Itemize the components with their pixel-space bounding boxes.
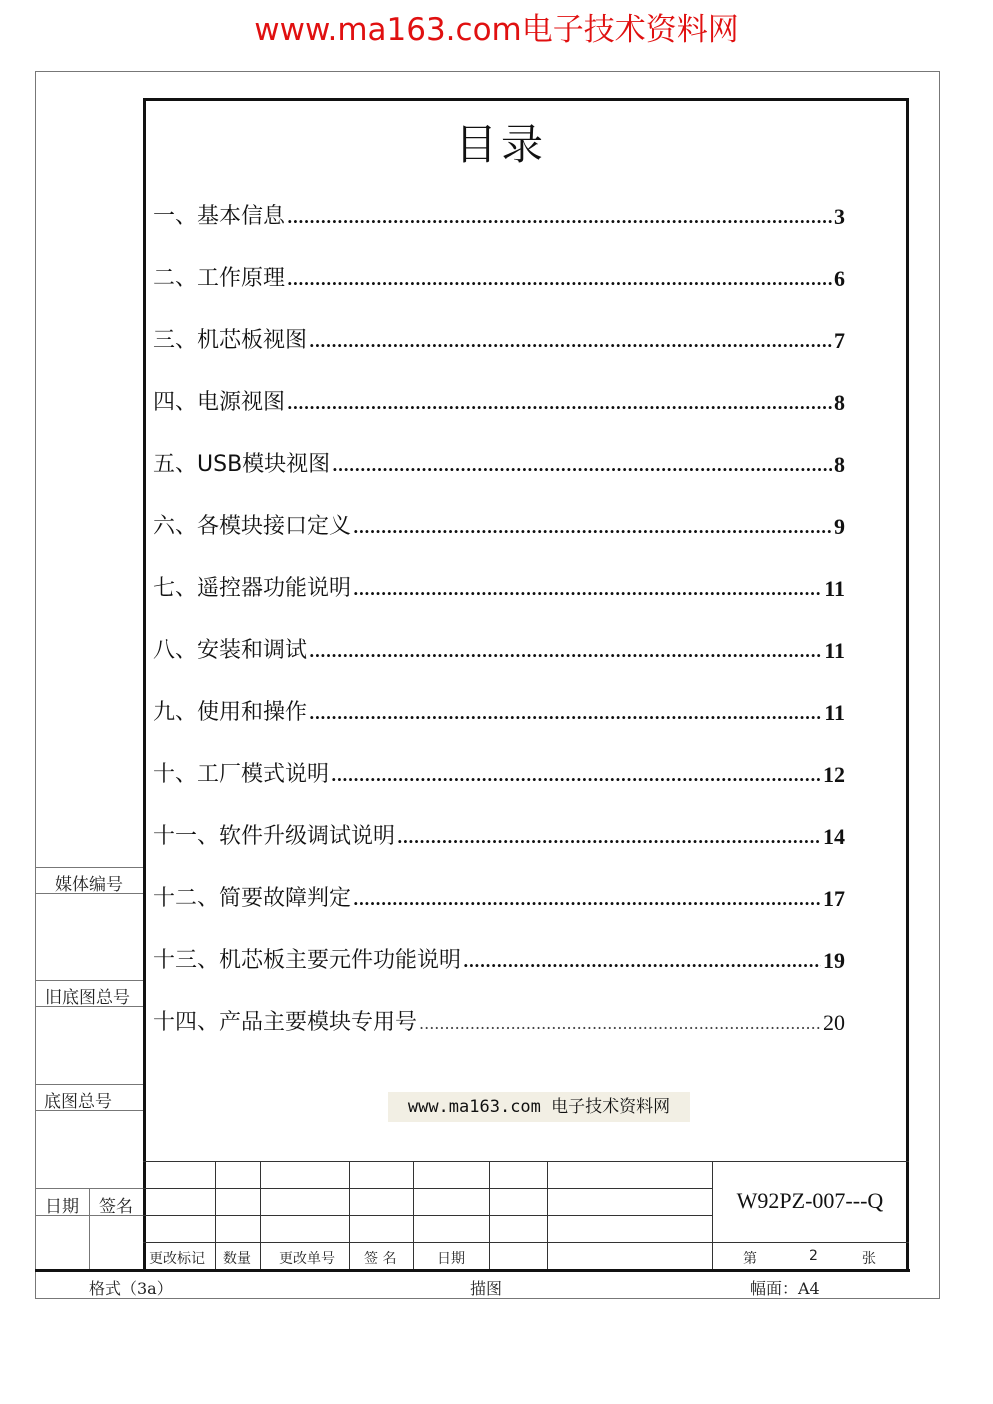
toc-entry (153, 572, 845, 602)
toc-entry-page: 17 (823, 886, 845, 911)
format-label: 格式（3a） (89, 1279, 173, 1298)
toc-entry-page: 11 (824, 700, 845, 725)
date-label: 日期 (45, 1197, 79, 1217)
toc-entry-page: 3 (834, 204, 845, 229)
toc-entry-label: 十一、软件升级调试说明 (153, 824, 396, 849)
change-order-label: 更改单号 (279, 1251, 335, 1267)
side-divider (35, 980, 143, 981)
title-block-line (260, 1161, 261, 1269)
toc-entry-leader (353, 891, 821, 909)
toc-entry-label: 六、各模块接口定义 (153, 514, 352, 539)
signature-label: 签名 (99, 1197, 133, 1217)
title-block-line (712, 1161, 713, 1269)
toc-entry-label: 三、机芯板视图 (153, 328, 308, 353)
toc-entry-page: 14 (823, 824, 845, 849)
toc-entry-label: 七、遥控器功能说明 (153, 576, 352, 601)
toc-entry (153, 944, 845, 974)
toc-entry-label: 十三、机芯板主要元件功能说明 (153, 948, 462, 973)
toc-entry-leader (353, 519, 832, 537)
toc-entry (153, 386, 845, 416)
base-number-label: 底图总号 (44, 1092, 112, 1112)
title-block-line (349, 1161, 350, 1269)
sign-label: 签 名 (364, 1251, 397, 1267)
side-divider (35, 1084, 143, 1085)
toc-entry-label: 八、安装和调试 (153, 638, 308, 663)
toc-entry-page: 9 (834, 514, 845, 539)
toc-entry-leader (332, 457, 832, 475)
toc-entry-page: 12 (823, 762, 845, 787)
change-mark-label: 更改标记 (149, 1251, 205, 1267)
toc-entry-page: 19 (823, 948, 845, 973)
toc-entry (153, 882, 845, 912)
title-block-line (489, 1161, 490, 1269)
toc-entry-leader (397, 829, 821, 847)
frame-bottom-line (35, 1269, 910, 1272)
toc-entry-label: 一、基本信息 (153, 204, 286, 229)
toc-entry-label: 二、工作原理 (153, 266, 286, 291)
toc-entry-label: 十、工厂模式说明 (153, 762, 330, 787)
title-block-line (143, 1242, 909, 1243)
toc-entry-page: 11 (824, 638, 845, 663)
toc-entry-leader (309, 705, 822, 723)
toc-entry-label: 五、USB模块视图 (153, 452, 331, 477)
title-block-line (547, 1161, 548, 1269)
toc-entry (153, 820, 845, 850)
toc-entry-page: 8 (834, 452, 845, 477)
sheet-number: 2 (809, 1248, 818, 1264)
toc-entry (153, 510, 845, 540)
toc-entry-label: 九、使用和操作 (153, 700, 308, 725)
toc-entry-leader (309, 643, 822, 661)
header-watermark: www.ma163.com电子技术资料网 (254, 12, 739, 48)
toc-entry-leader (287, 271, 832, 289)
toc-entry (153, 324, 845, 354)
toc-entry-page: 6 (834, 266, 845, 291)
toc-entry (153, 262, 845, 292)
side-divider (35, 867, 143, 868)
tb-date-label: 日期 (437, 1251, 465, 1267)
toc-entry-leader (287, 395, 832, 413)
side-divider (89, 1188, 90, 1269)
watermark-box: www.ma163.com 电子技术资料网 (388, 1092, 690, 1122)
sheet-prefix: 第 (743, 1251, 757, 1267)
toc-entry (153, 1006, 845, 1036)
quantity-label: 数量 (223, 1251, 251, 1267)
title-block-line (143, 1161, 909, 1162)
toc-entry-leader (331, 767, 821, 785)
old-base-number-label: 旧底图总号 (45, 988, 130, 1008)
toc-entry-leader (419, 1015, 821, 1033)
toc-entry (153, 634, 845, 664)
toc-entry (153, 758, 845, 788)
toc-entry-leader (353, 581, 822, 599)
sheet-suffix: 张 (862, 1251, 876, 1267)
toc-entry (153, 200, 845, 230)
title-block-line (413, 1161, 414, 1269)
title-block-line (143, 1215, 712, 1216)
title-block-line (143, 1188, 712, 1189)
trace-label: 描图 (470, 1279, 503, 1298)
toc-entry-leader (287, 209, 832, 227)
toc-entry (153, 696, 845, 726)
page-title: 目录 (454, 120, 547, 169)
toc-entry-page: 20 (823, 1010, 845, 1035)
title-block-line (215, 1161, 216, 1269)
toc-entry-page: 11 (824, 576, 845, 601)
toc-entry-label: 四、电源视图 (153, 390, 286, 415)
toc-entry-page: 8 (834, 390, 845, 415)
toc-entry-page: 7 (834, 328, 845, 353)
document-number: W92PZ-007---Q (736, 1188, 884, 1213)
size-label: 幅面：A4 (750, 1279, 820, 1298)
toc-entry-label: 十四、产品主要模块专用号 (153, 1010, 418, 1035)
media-number-label: 媒体编号 (55, 875, 123, 895)
toc-entry-leader (309, 333, 832, 351)
toc-entry-label: 十二、简要故障判定 (153, 886, 352, 911)
toc-entry-leader (463, 953, 821, 971)
toc-entry (153, 448, 845, 478)
